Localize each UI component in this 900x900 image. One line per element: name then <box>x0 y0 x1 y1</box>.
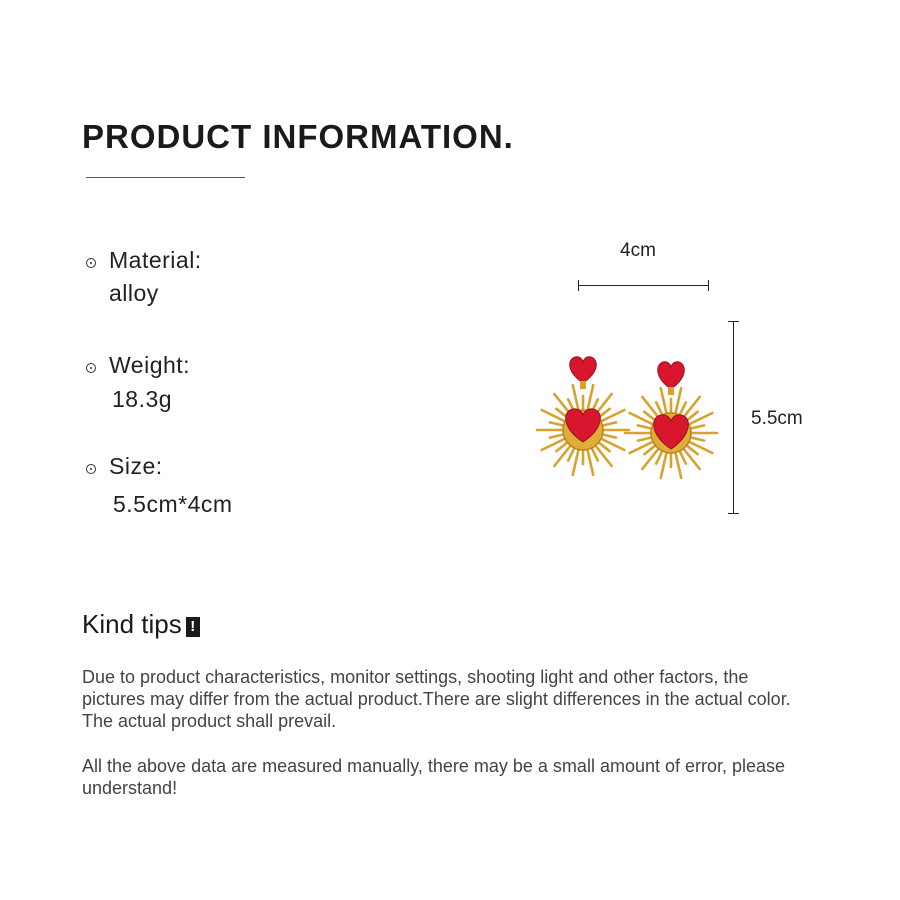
bullet-icon <box>86 258 96 268</box>
sunburst-ray <box>630 441 655 453</box>
spec-value: 18.3g <box>112 386 173 412</box>
height-dimension-tick <box>728 321 739 322</box>
heart-sunburst-earrings-icon <box>535 345 725 495</box>
sunburst-ray <box>687 413 712 425</box>
spec-label: Weight: <box>109 352 191 378</box>
spec-label: Material: <box>109 247 202 273</box>
width-dimension-line <box>578 285 709 286</box>
spec-value: 5.5cm*4cm <box>113 491 233 517</box>
width-dimension-label: 4cm <box>620 240 656 261</box>
spec-value: alloy <box>109 280 159 306</box>
bullet-icon <box>86 464 96 474</box>
width-dimension-tick <box>578 280 579 291</box>
width-dimension-tick <box>708 280 709 291</box>
sunburst-ray <box>687 441 712 453</box>
sunburst-ray <box>599 410 624 422</box>
height-dimension-label: 5.5cm <box>751 408 803 429</box>
kind-tips-title: Kind tips <box>82 609 182 639</box>
bullet-icon <box>86 363 96 373</box>
tips-paragraph: Due to product characteristics, monitor settings, shooting light and other factors, the pictures may differ from the actual product.There are slight differences in the actual color. The actual product shall prevail. <box>82 667 791 731</box>
tips-paragraph: All the above data are measured manually, there may be a small amount of error, please understand! <box>82 756 786 798</box>
kind-tips-heading <box>82 609 200 640</box>
sunburst-ray <box>542 438 567 450</box>
sunburst-ray <box>542 410 567 422</box>
sunburst-ray <box>599 438 624 450</box>
title-underline <box>86 177 245 178</box>
sunburst-ray <box>630 413 655 425</box>
exclamation-icon: ! <box>186 617 200 637</box>
height-dimension-tick <box>728 513 739 514</box>
height-dimension-line <box>733 321 734 514</box>
spec-label: Size: <box>109 453 163 479</box>
page-title: PRODUCT INFORMATION. <box>82 118 514 155</box>
